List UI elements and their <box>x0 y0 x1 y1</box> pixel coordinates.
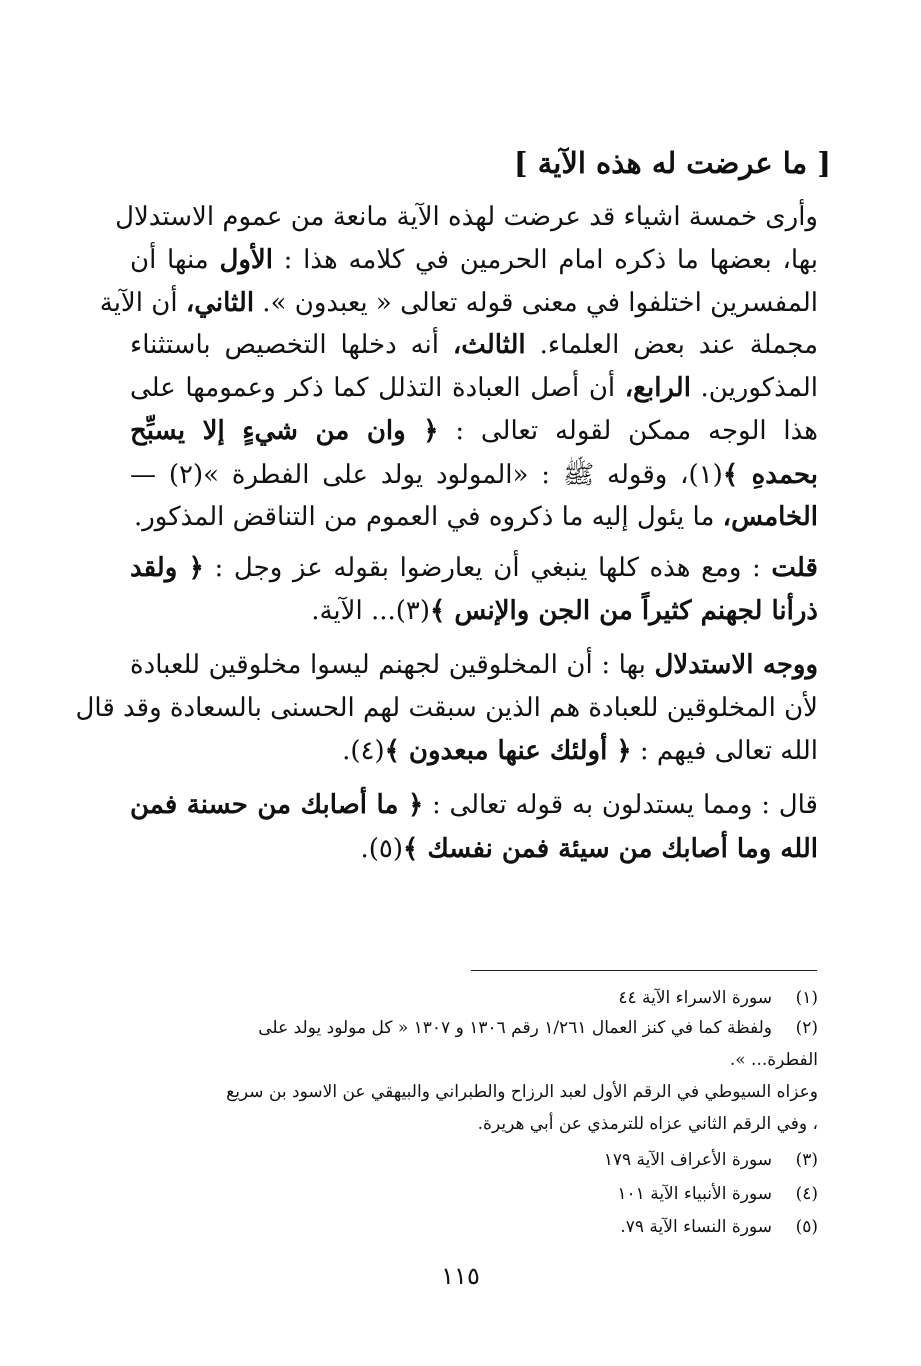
body-line-11 <box>130 645 818 685</box>
body-line-6 <box>130 411 818 451</box>
quran-quote: ﴿ وان من شيءٍ إلا يسبِّح <box>130 416 439 446</box>
section-heading: [ ما عرضت له هذه الآية ] <box>513 146 831 180</box>
quran-quote: ﴿ ما أصابك من حسنة فمن <box>130 790 424 820</box>
bold-keyword: الثالث، <box>452 330 526 360</box>
footnote-number: (٣) <box>795 1150 818 1170</box>
body-text: لأن المخلوقين للعبادة هم الذين سبقت لهم الحسنى بالسعادة وقد قال <box>75 693 818 723</box>
footnote-2 <box>128 1014 818 1042</box>
body-line-8 <box>130 497 818 537</box>
bold-keyword: ووجه الاستدلال <box>654 650 818 680</box>
footnote-number: (٢) <box>795 1018 818 1038</box>
footnote-2-continuation <box>128 1110 818 1138</box>
bold-keyword: الرابع، <box>624 373 691 403</box>
footnote-2-continuation <box>128 1078 818 1106</box>
footnote-text: وعزاه السيوطي في الرقم الأول لعبد الرزاح والطبراني والبيهقي عن الاسود بن سريع <box>226 1082 818 1102</box>
bold-keyword: الثاني، <box>185 288 255 318</box>
body-text: (٤). <box>342 736 385 766</box>
footnote-number: (٥) <box>795 1217 818 1237</box>
body-line-13 <box>130 731 818 771</box>
body-line-1 <box>115 197 818 237</box>
footnote-2-continuation <box>128 1046 818 1074</box>
bold-keyword: الأول <box>219 245 273 275</box>
footnote-text: سورة النساء الآية ٧٩. <box>620 1217 772 1237</box>
body-text: (١)، وقوله ﷺ : «المولود يولد على الفطرة »(٢) — <box>130 460 723 490</box>
footnote-4 <box>128 1180 818 1208</box>
footnote-text: سورة الأعراف الآية ١٧٩ <box>603 1150 772 1170</box>
body-text: منها أن <box>130 245 220 275</box>
footnote-3 <box>128 1146 818 1174</box>
footnote-5 <box>128 1213 818 1241</box>
quran-quote: ﴿ ولقد <box>130 553 204 583</box>
body-text: : ومع هذه كلها ينبغي أن يعارضوا بقوله عز وجل : <box>203 553 772 583</box>
page-number: ١١٥ <box>441 1262 480 1290</box>
footnote-divider <box>471 970 817 971</box>
body-text: بها : أن المخلوقين لجهنم ليسوا مخلوقين للعبادة <box>130 650 655 680</box>
body-text: (٥). <box>360 834 404 864</box>
quran-quote: بحمدهِ ﴾ <box>722 460 819 490</box>
body-text: هذا الوجه ممكن لقوله تعالى : <box>438 416 818 446</box>
quran-quote: الله وما أصابك من سيئة فمن نفسك ﴾ <box>403 834 818 864</box>
quran-quote: ذرأنا لجهنم كثيراً من الجن والإنس ﴾ <box>430 596 818 626</box>
body-line-2 <box>130 240 818 280</box>
footnote-text: ولفظة كما في كنز العمال ١/٢٦١ رقم ١٣٠٦ و ١٣٠٧ « كل مولود يولد على <box>258 1018 772 1038</box>
body-text: أن أصل العبادة التذلل كما ذكر وعمومها على <box>130 373 625 403</box>
footnote-text: ، وفي الرقم الثاني عزاه للترمذي عن أبي هريرة. <box>477 1114 818 1134</box>
body-line-15 <box>130 829 818 869</box>
footnote-number: (١) <box>795 988 818 1008</box>
body-text: أن الآية <box>99 288 186 318</box>
body-text: المفسرين اختلفوا في معنى قوله تعالى « يعبدون ». <box>254 288 818 318</box>
footnote-1 <box>128 984 818 1012</box>
body-text: المذكورين. <box>690 373 818 403</box>
footnote-text: الفطرة... ». <box>729 1050 818 1070</box>
quran-quote: ﴿ أولئك عنها مبعدون ﴾ <box>384 736 632 766</box>
body-line-9 <box>130 548 818 588</box>
footnote-number: (٤) <box>795 1184 818 1204</box>
bold-keyword: قلت <box>771 553 818 583</box>
body-line-12 <box>75 688 818 728</box>
body-text: أنه دخلها التخصيص باستثناء <box>130 330 453 360</box>
body-text: ما يئول إليه ما ذكروه في العموم من التناقض المذكور. <box>133 502 723 532</box>
body-text: قال : ومما يستدلون به قوله تعالى : <box>423 790 818 820</box>
body-line-14 <box>130 785 818 825</box>
body-text: بها، بعضها ما ذكره امام الحرمين في كلامه هذا : <box>272 245 818 275</box>
body-text: وأرى خمسة اشياء قد عرضت لهذه الآية مانعة من عموم الاستدلال <box>115 202 818 232</box>
body-line-3 <box>99 283 818 323</box>
footnote-text: سورة الأنبياء الآية ١٠١ <box>617 1184 772 1204</box>
body-text: الله تعالى فيهم : <box>631 736 818 766</box>
footnote-text: سورة الاسراء الآية ٤٤ <box>618 988 772 1008</box>
body-text: مجملة عند بعض العلماء. <box>525 330 818 360</box>
body-line-4 <box>130 325 818 365</box>
body-text: (٣)... الآية. <box>311 596 431 626</box>
bold-keyword: الخامس، <box>722 502 818 532</box>
body-line-7 <box>130 455 818 495</box>
body-line-5 <box>130 368 818 408</box>
body-line-10 <box>130 591 818 631</box>
